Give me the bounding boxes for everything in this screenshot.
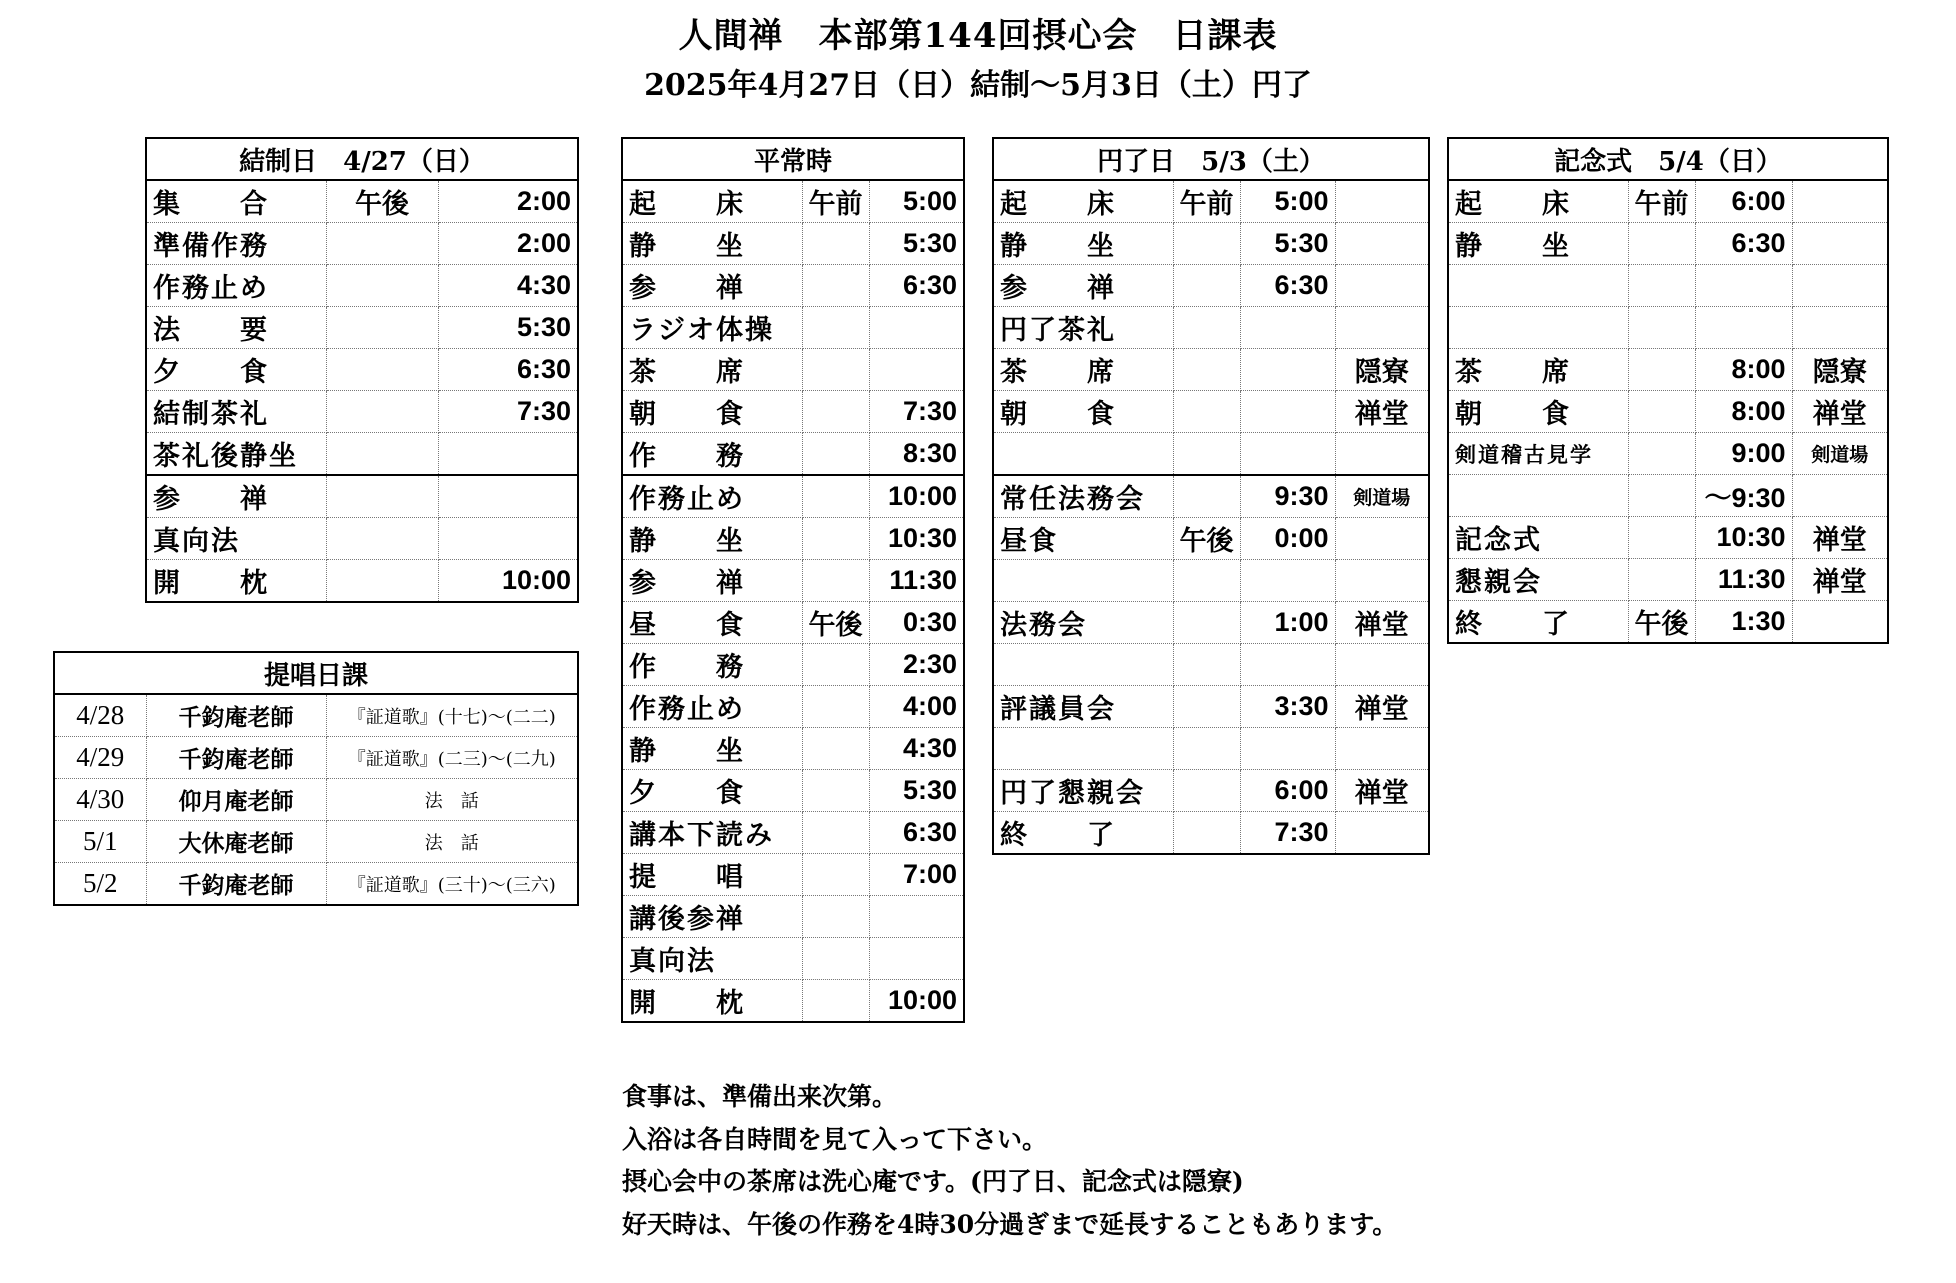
schedule-row bbox=[622, 728, 964, 770]
teisho-teacher: 千鈞庵老師 bbox=[146, 694, 326, 737]
activity-label: 開 枕 bbox=[622, 980, 802, 1023]
ampm-cell: 午後 bbox=[1628, 601, 1695, 644]
activity-label: 朝 食 bbox=[1448, 391, 1628, 433]
time-cell: 5:00 bbox=[869, 180, 964, 223]
schedule-row bbox=[993, 475, 1429, 518]
activity-label: 茶 席 bbox=[1448, 349, 1628, 391]
time-cell bbox=[869, 896, 964, 938]
teisho-date: 5/1 bbox=[54, 821, 146, 863]
ampm-cell bbox=[1173, 475, 1240, 518]
activity-label: 昼食 bbox=[993, 518, 1173, 560]
time-cell bbox=[1240, 433, 1335, 476]
time-cell: 7:00 bbox=[869, 854, 964, 896]
notes-block bbox=[622, 1076, 1397, 1246]
schedule-row bbox=[993, 728, 1429, 770]
schedule-row bbox=[993, 518, 1429, 560]
place-cell bbox=[1335, 180, 1429, 223]
time-cell: ～9:30 bbox=[1695, 475, 1792, 517]
activity-label bbox=[993, 728, 1173, 770]
ampm-cell bbox=[1173, 602, 1240, 644]
place-cell: 禅堂 bbox=[1792, 559, 1888, 601]
regular-day-header: 平常時 bbox=[622, 138, 964, 180]
time-cell bbox=[1240, 728, 1335, 770]
schedule-row bbox=[993, 686, 1429, 728]
ampm-cell bbox=[1173, 433, 1240, 476]
activity-label: 法務会 bbox=[993, 602, 1173, 644]
activity-label: 静 坐 bbox=[622, 223, 802, 265]
enryo-day-header: 円了日 5/3（土） bbox=[993, 138, 1429, 180]
time-cell: 5:30 bbox=[869, 223, 964, 265]
schedule-row bbox=[993, 180, 1429, 223]
note-line: 食事は、準備出来次第。 bbox=[622, 1082, 898, 1111]
activity-label: 準備作務 bbox=[146, 223, 326, 265]
time-cell: 11:30 bbox=[869, 560, 964, 602]
time-cell: 9:00 bbox=[1695, 433, 1792, 475]
time-cell: 2:00 bbox=[438, 180, 578, 223]
ampm-cell bbox=[326, 349, 438, 391]
place-cell: 禅堂 bbox=[1335, 391, 1429, 433]
ampm-cell bbox=[1628, 433, 1695, 475]
activity-label: 結制茶礼 bbox=[146, 391, 326, 433]
activity-label: 法 要 bbox=[146, 307, 326, 349]
place-cell bbox=[1792, 223, 1888, 265]
schedule-row bbox=[993, 391, 1429, 433]
time-cell: 5:30 bbox=[438, 307, 578, 349]
schedule-row bbox=[622, 265, 964, 307]
activity-label: 講本下読み bbox=[622, 812, 802, 854]
schedule-row bbox=[1448, 265, 1888, 307]
schedule-row bbox=[622, 770, 964, 812]
time-cell: 6:30 bbox=[1240, 265, 1335, 307]
schedule-row bbox=[622, 812, 964, 854]
schedule-row bbox=[622, 602, 964, 644]
schedule-row bbox=[993, 770, 1429, 812]
time-cell: 7:30 bbox=[869, 391, 964, 433]
schedule-row bbox=[1448, 559, 1888, 601]
ampm-cell bbox=[326, 307, 438, 349]
activity-label: 円了懇親会 bbox=[993, 770, 1173, 812]
schedule-row bbox=[1448, 475, 1888, 517]
schedule-row bbox=[622, 433, 964, 476]
schedule-row bbox=[146, 518, 578, 560]
schedule-row bbox=[1448, 307, 1888, 349]
time-cell: 10:00 bbox=[869, 475, 964, 518]
time-cell: 6:30 bbox=[438, 349, 578, 391]
activity-label: 参 禅 bbox=[622, 265, 802, 307]
schedule-row bbox=[1448, 601, 1888, 644]
activity-label: 朝 食 bbox=[622, 391, 802, 433]
activity-label: 作務止め bbox=[146, 265, 326, 307]
time-cell: 2:30 bbox=[869, 644, 964, 686]
activity-label: 常任法務会 bbox=[993, 475, 1173, 518]
ampm-cell bbox=[326, 560, 438, 603]
regular-day-table bbox=[621, 137, 965, 1023]
ampm-cell bbox=[802, 307, 869, 349]
ampm-cell bbox=[802, 896, 869, 938]
time-cell: 4:30 bbox=[438, 265, 578, 307]
ampm-cell bbox=[326, 265, 438, 307]
schedule-row bbox=[622, 854, 964, 896]
activity-label: 静 坐 bbox=[622, 728, 802, 770]
activity-label bbox=[1448, 475, 1628, 517]
ampm-cell bbox=[1628, 475, 1695, 517]
schedule-row bbox=[1448, 349, 1888, 391]
activity-label: 起 床 bbox=[1448, 180, 1628, 223]
time-cell bbox=[1240, 560, 1335, 602]
time-cell bbox=[1240, 307, 1335, 349]
place-cell bbox=[1335, 812, 1429, 855]
time-cell bbox=[869, 307, 964, 349]
ampm-cell bbox=[1628, 223, 1695, 265]
ampm-cell bbox=[1173, 391, 1240, 433]
activity-label: 静 坐 bbox=[622, 518, 802, 560]
time-cell bbox=[438, 518, 578, 560]
time-cell: 10:00 bbox=[869, 980, 964, 1023]
teisho-date: 4/28 bbox=[54, 694, 146, 737]
activity-label: 昼 食 bbox=[622, 602, 802, 644]
time-cell: 1:30 bbox=[1695, 601, 1792, 644]
teisho-teacher: 千鈞庵老師 bbox=[146, 863, 326, 906]
kessei-day-table bbox=[145, 137, 579, 603]
activity-label: 剣道稽古見学 bbox=[1448, 433, 1628, 475]
schedule-row bbox=[622, 938, 964, 980]
schedule-row bbox=[146, 433, 578, 476]
time-cell: 7:30 bbox=[438, 391, 578, 433]
place-cell: 剣道場 bbox=[1792, 433, 1888, 475]
activity-label: 終 了 bbox=[1448, 601, 1628, 644]
activity-label: 作務止め bbox=[622, 686, 802, 728]
time-cell: 6:30 bbox=[869, 812, 964, 854]
ampm-cell bbox=[1173, 812, 1240, 855]
ampm-cell bbox=[802, 265, 869, 307]
activity-label: 起 床 bbox=[993, 180, 1173, 223]
activity-label: 円了茶礼 bbox=[993, 307, 1173, 349]
activity-label: 作 務 bbox=[622, 644, 802, 686]
kessei-day-header: 結制日 4/27（日） bbox=[146, 138, 578, 180]
time-cell: 6:30 bbox=[1695, 223, 1792, 265]
place-cell: 禅堂 bbox=[1792, 391, 1888, 433]
time-cell: 3:30 bbox=[1240, 686, 1335, 728]
time-cell: 11:30 bbox=[1695, 559, 1792, 601]
schedule-row bbox=[993, 349, 1429, 391]
activity-label: 朝 食 bbox=[993, 391, 1173, 433]
activity-label: 夕 食 bbox=[146, 349, 326, 391]
schedule-row bbox=[622, 475, 964, 518]
schedule-row bbox=[622, 896, 964, 938]
activity-label: 起 床 bbox=[622, 180, 802, 223]
schedule-row bbox=[1448, 517, 1888, 559]
schedule-row bbox=[993, 812, 1429, 855]
page-subtitle: 2025年4月27日（日）結制～5月3日（土）円了 bbox=[644, 68, 1312, 103]
place-cell: 禅堂 bbox=[1792, 517, 1888, 559]
activity-label bbox=[993, 560, 1173, 602]
ampm-cell bbox=[1173, 560, 1240, 602]
time-cell: 4:30 bbox=[869, 728, 964, 770]
place-cell bbox=[1792, 601, 1888, 644]
time-cell: 5:30 bbox=[1240, 223, 1335, 265]
place-cell bbox=[1335, 518, 1429, 560]
schedule-row bbox=[146, 180, 578, 223]
time-cell: 10:00 bbox=[438, 560, 578, 603]
ampm-cell bbox=[1173, 265, 1240, 307]
place-cell bbox=[1335, 223, 1429, 265]
time-cell bbox=[869, 349, 964, 391]
activity-label: 講後参禅 bbox=[622, 896, 802, 938]
ampm-cell bbox=[802, 391, 869, 433]
time-cell: 6:00 bbox=[1695, 180, 1792, 223]
activity-label: 参 禅 bbox=[146, 475, 326, 518]
ampm-cell bbox=[802, 728, 869, 770]
teisho-text: 『証道歌』(十七)～(二二) bbox=[326, 694, 578, 737]
note-line: 好天時は、午後の作務を4時30分過ぎまで延長することもあります。 bbox=[622, 1209, 1398, 1239]
place-cell bbox=[1792, 307, 1888, 349]
activity-label: 提 唱 bbox=[622, 854, 802, 896]
teisho-teacher: 大休庵老師 bbox=[146, 821, 326, 863]
memorial-day-table bbox=[1447, 137, 1889, 644]
teisho-row bbox=[54, 863, 578, 906]
ampm-cell bbox=[1173, 349, 1240, 391]
activity-label: 茶 席 bbox=[993, 349, 1173, 391]
schedule-row bbox=[993, 307, 1429, 349]
note-line: 入浴は各自時間を見て入って下さい。 bbox=[622, 1124, 1048, 1154]
place-cell: 剣道場 bbox=[1335, 475, 1429, 518]
ampm-cell bbox=[326, 433, 438, 476]
activity-label: 真向法 bbox=[146, 518, 326, 560]
teisho-date: 4/29 bbox=[54, 737, 146, 779]
ampm-cell: 午前 bbox=[1173, 180, 1240, 223]
place-cell bbox=[1792, 265, 1888, 307]
activity-label: 茶 席 bbox=[622, 349, 802, 391]
schedule-row bbox=[993, 223, 1429, 265]
ampm-cell bbox=[326, 475, 438, 518]
time-cell bbox=[1695, 265, 1792, 307]
enryo-day-table bbox=[992, 137, 1430, 855]
schedule-row bbox=[146, 391, 578, 433]
place-cell: 隠寮 bbox=[1335, 349, 1429, 391]
activity-label bbox=[993, 433, 1173, 476]
time-cell: 8:00 bbox=[1695, 349, 1792, 391]
activity-label: 真向法 bbox=[622, 938, 802, 980]
activity-label: 作 務 bbox=[622, 433, 802, 476]
ampm-cell bbox=[802, 560, 869, 602]
time-cell: 8:30 bbox=[869, 433, 964, 476]
activity-label: 夕 食 bbox=[622, 770, 802, 812]
schedule-row bbox=[993, 265, 1429, 307]
teisho-row bbox=[54, 821, 578, 863]
schedule-row bbox=[146, 307, 578, 349]
activity-label bbox=[1448, 307, 1628, 349]
activity-label: 静 坐 bbox=[993, 223, 1173, 265]
ampm-cell: 午前 bbox=[802, 180, 869, 223]
place-cell bbox=[1792, 180, 1888, 223]
schedule-row bbox=[1448, 180, 1888, 223]
schedule-row bbox=[1448, 433, 1888, 475]
time-cell bbox=[869, 938, 964, 980]
time-cell: 2:00 bbox=[438, 223, 578, 265]
place-cell: 禅堂 bbox=[1335, 686, 1429, 728]
teisho-row bbox=[54, 779, 578, 821]
time-cell: 10:30 bbox=[1695, 517, 1792, 559]
ampm-cell bbox=[802, 644, 869, 686]
teisho-schedule-table bbox=[53, 651, 579, 906]
schedule-row bbox=[146, 265, 578, 307]
ampm-cell bbox=[802, 812, 869, 854]
ampm-cell bbox=[802, 938, 869, 980]
activity-label: 参 禅 bbox=[622, 560, 802, 602]
place-cell bbox=[1335, 433, 1429, 476]
time-cell: 6:30 bbox=[869, 265, 964, 307]
note-line: 摂心会中の茶席は洗心庵です。(円了日、記念式は隠寮) bbox=[622, 1167, 1244, 1196]
teisho-text: 法 話 bbox=[326, 821, 578, 863]
time-cell: 6:00 bbox=[1240, 770, 1335, 812]
schedule-row bbox=[993, 433, 1429, 476]
teisho-row bbox=[54, 694, 578, 737]
place-cell bbox=[1335, 728, 1429, 770]
schedule-row bbox=[622, 349, 964, 391]
activity-label: 開 枕 bbox=[146, 560, 326, 603]
place-cell bbox=[1335, 307, 1429, 349]
schedule-row bbox=[622, 686, 964, 728]
time-cell: 0:30 bbox=[869, 602, 964, 644]
teisho-date: 5/2 bbox=[54, 863, 146, 906]
time-cell bbox=[1240, 391, 1335, 433]
teisho-teacher: 千鈞庵老師 bbox=[146, 737, 326, 779]
ampm-cell bbox=[1173, 770, 1240, 812]
schedule-row bbox=[622, 560, 964, 602]
time-cell: 5:30 bbox=[869, 770, 964, 812]
time-cell bbox=[1240, 644, 1335, 686]
schedule-row bbox=[622, 223, 964, 265]
place-cell bbox=[1335, 644, 1429, 686]
time-cell: 1:00 bbox=[1240, 602, 1335, 644]
schedule-row bbox=[993, 560, 1429, 602]
schedule-row bbox=[1448, 391, 1888, 433]
ampm-cell bbox=[326, 391, 438, 433]
place-cell: 禅堂 bbox=[1335, 602, 1429, 644]
ampm-cell bbox=[802, 686, 869, 728]
ampm-cell: 午後 bbox=[326, 180, 438, 223]
ampm-cell bbox=[802, 475, 869, 518]
schedule-row bbox=[622, 644, 964, 686]
ampm-cell bbox=[1628, 517, 1695, 559]
time-cell: 8:00 bbox=[1695, 391, 1792, 433]
place-cell bbox=[1335, 560, 1429, 602]
schedule-row bbox=[146, 223, 578, 265]
schedule-row bbox=[622, 391, 964, 433]
ampm-cell bbox=[1173, 644, 1240, 686]
ampm-cell bbox=[1628, 559, 1695, 601]
time-cell bbox=[438, 433, 578, 476]
activity-label: ラジオ体操 bbox=[622, 307, 802, 349]
schedule-row bbox=[622, 980, 964, 1023]
activity-label: 作務止め bbox=[622, 475, 802, 518]
ampm-cell bbox=[1628, 391, 1695, 433]
time-cell: 9:30 bbox=[1240, 475, 1335, 518]
ampm-cell bbox=[1173, 307, 1240, 349]
place-cell: 隠寮 bbox=[1792, 349, 1888, 391]
place-cell bbox=[1792, 475, 1888, 517]
ampm-cell bbox=[802, 770, 869, 812]
teisho-text: 『証道歌』(三十)～(三六) bbox=[326, 863, 578, 906]
activity-label: 記念式 bbox=[1448, 517, 1628, 559]
schedule-row bbox=[146, 560, 578, 603]
time-cell: 0:00 bbox=[1240, 518, 1335, 560]
activity-label: 終 了 bbox=[993, 812, 1173, 855]
ampm-cell bbox=[326, 518, 438, 560]
ampm-cell bbox=[1628, 265, 1695, 307]
ampm-cell: 午前 bbox=[1628, 180, 1695, 223]
time-cell: 7:30 bbox=[1240, 812, 1335, 855]
activity-label: 評議員会 bbox=[993, 686, 1173, 728]
teisho-row bbox=[54, 737, 578, 779]
activity-label: 茶礼後静坐 bbox=[146, 433, 326, 476]
schedule-row bbox=[993, 602, 1429, 644]
time-cell: 10:30 bbox=[869, 518, 964, 560]
time-cell bbox=[1695, 307, 1792, 349]
teisho-date: 4/30 bbox=[54, 779, 146, 821]
time-cell bbox=[1240, 349, 1335, 391]
activity-label: 懇親会 bbox=[1448, 559, 1628, 601]
time-cell bbox=[438, 475, 578, 518]
activity-label bbox=[993, 644, 1173, 686]
time-cell: 4:00 bbox=[869, 686, 964, 728]
ampm-cell bbox=[1173, 686, 1240, 728]
schedule-row bbox=[622, 307, 964, 349]
activity-label bbox=[1448, 265, 1628, 307]
ampm-cell bbox=[802, 980, 869, 1023]
ampm-cell bbox=[802, 349, 869, 391]
ampm-cell bbox=[1628, 307, 1695, 349]
ampm-cell bbox=[326, 223, 438, 265]
schedule-row bbox=[146, 475, 578, 518]
time-cell: 5:00 bbox=[1240, 180, 1335, 223]
teisho-text: 『証道歌』(二三)～(二九) bbox=[326, 737, 578, 779]
teisho-text: 法 話 bbox=[326, 779, 578, 821]
ampm-cell bbox=[1173, 223, 1240, 265]
ampm-cell: 午後 bbox=[1173, 518, 1240, 560]
activity-label: 参 禅 bbox=[993, 265, 1173, 307]
ampm-cell bbox=[802, 518, 869, 560]
schedule-row bbox=[1448, 223, 1888, 265]
schedule-row bbox=[622, 518, 964, 560]
schedule-row bbox=[622, 180, 964, 223]
ampm-cell: 午後 bbox=[802, 602, 869, 644]
ampm-cell bbox=[802, 223, 869, 265]
ampm-cell bbox=[802, 433, 869, 476]
ampm-cell bbox=[1173, 728, 1240, 770]
teisho-teacher: 仰月庵老師 bbox=[146, 779, 326, 821]
place-cell bbox=[1335, 265, 1429, 307]
ampm-cell bbox=[1628, 349, 1695, 391]
schedule-row bbox=[146, 349, 578, 391]
schedule-row bbox=[993, 644, 1429, 686]
place-cell: 禅堂 bbox=[1335, 770, 1429, 812]
memorial-day-header: 記念式 5/4（日） bbox=[1448, 138, 1888, 180]
activity-label: 集 合 bbox=[146, 180, 326, 223]
page-title: 人間禅 本部第144回摂心会 日課表 bbox=[678, 16, 1278, 56]
teisho-header: 提唱日課 bbox=[54, 652, 578, 694]
activity-label: 静 坐 bbox=[1448, 223, 1628, 265]
ampm-cell bbox=[802, 854, 869, 896]
